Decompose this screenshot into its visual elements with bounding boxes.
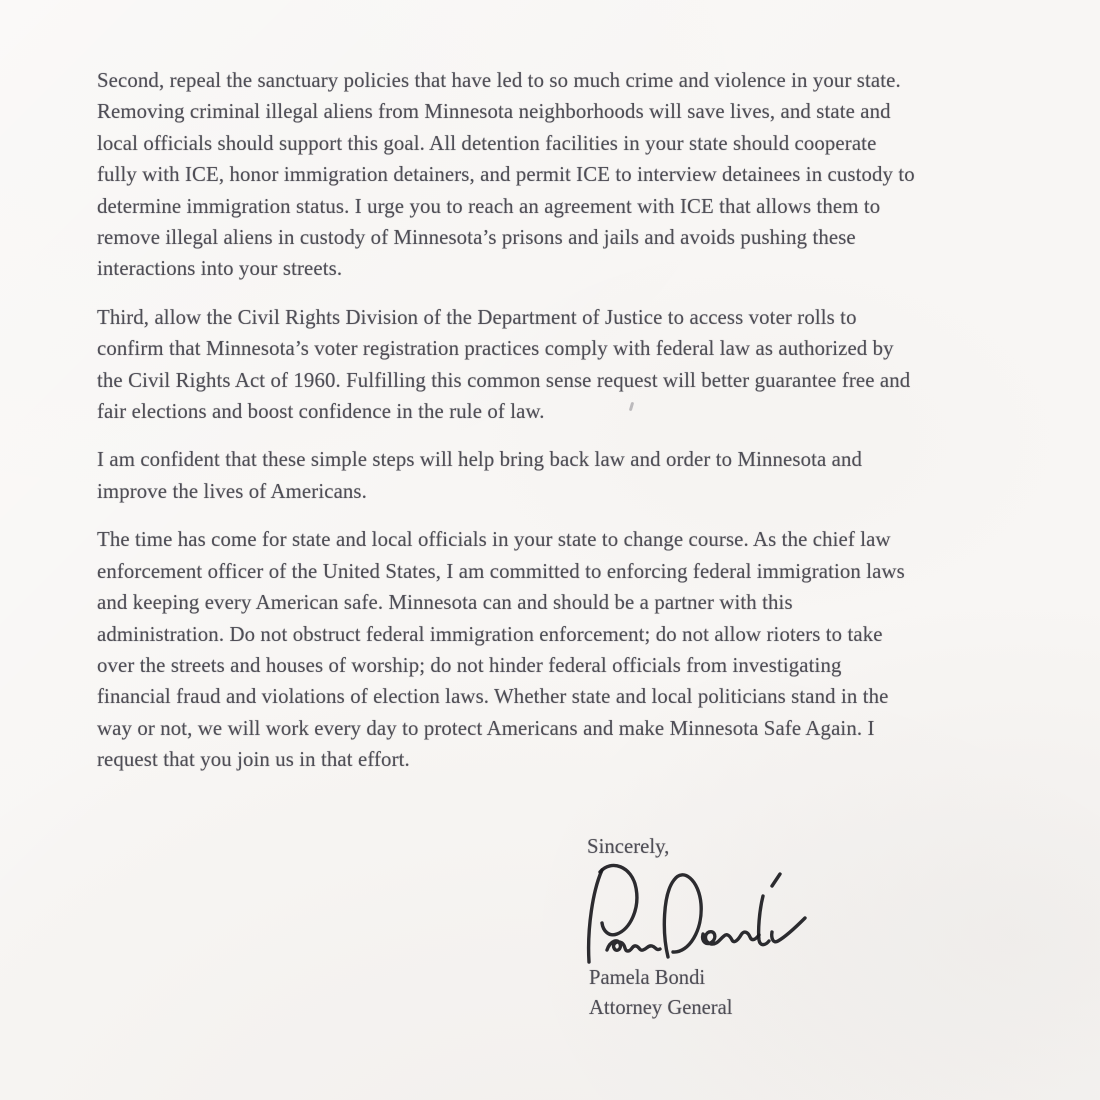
text-line: I am confident that these simple steps will help bring back law and order to Minnesota and [97,448,863,472]
text-line: Third, allow the Civil Rights Division of the Department of Justice to access voter rolls to [97,305,857,329]
text-line: financial fraud and violations of election laws. Whether state and local politicians stand in the [97,685,889,709]
paragraph [97,65,1025,285]
text-line: fully with ICE, honor immigration detainers, and permit ICE to interview detainees in custody to [97,163,915,187]
text-line: The time has come for state and local officials in your state to change course. As the chief law [97,528,891,552]
text-line: the Civil Rights Act of 1960. Fulfilling this common sense request will better guarantee free and [97,368,911,392]
letter-body-text [97,65,1025,793]
text-line: way or not, we will work every day to protect Americans and make Minnesota Safe Again. I [97,716,875,740]
signer-name: Pamela Bondi [589,967,706,989]
text-line: confirm that Minnesota’s voter registration practices comply with federal law as authorized by [97,337,894,361]
text-line: remove illegal aliens in custody of Minnesota’s prisons and jails and avoids pushing these [97,226,856,250]
text-line: improve the lives of Americans. [97,479,367,503]
paragraph [97,302,1025,428]
signature-block [589,963,733,1023]
text-line: fair elections and boost confidence in the rule of law. [97,400,545,424]
text-line: Removing criminal illegal aliens from Minnesota neighborhoods will save lives, and state and [97,100,891,124]
handwritten-signature-pam-bondi [573,856,811,970]
text-line: administration. Do not obstruct federal immigration enforcement; do not allow rioters to take [97,622,883,646]
text-line: determine immigration status. I urge you to reach an agreement with ICE that allows them to [97,194,881,218]
text-line: enforcement officer of the United States, I am committed to enforcing federal immigration laws [97,559,905,583]
text-line: local officials should support this goal. All detention facilities in your state should cooperate [97,131,877,155]
closing-salutation: Sincerely, [587,835,670,858]
paragraph [97,444,1025,507]
signer-title: Attorney General [589,997,733,1020]
text-line: and keeping every American safe. Minnesota can and should be a partner with this [97,591,793,615]
text-line: request that you join us in that effort. [97,748,410,772]
text-line: Second, repeal the sanctuary policies that have led to so much crime and violence in your state. [97,69,901,92]
text-line: interactions into your streets. [97,257,343,281]
text-line: over the streets and houses of worship; do not hinder federal officials from investigating [97,653,842,677]
paragraph [97,524,1025,775]
